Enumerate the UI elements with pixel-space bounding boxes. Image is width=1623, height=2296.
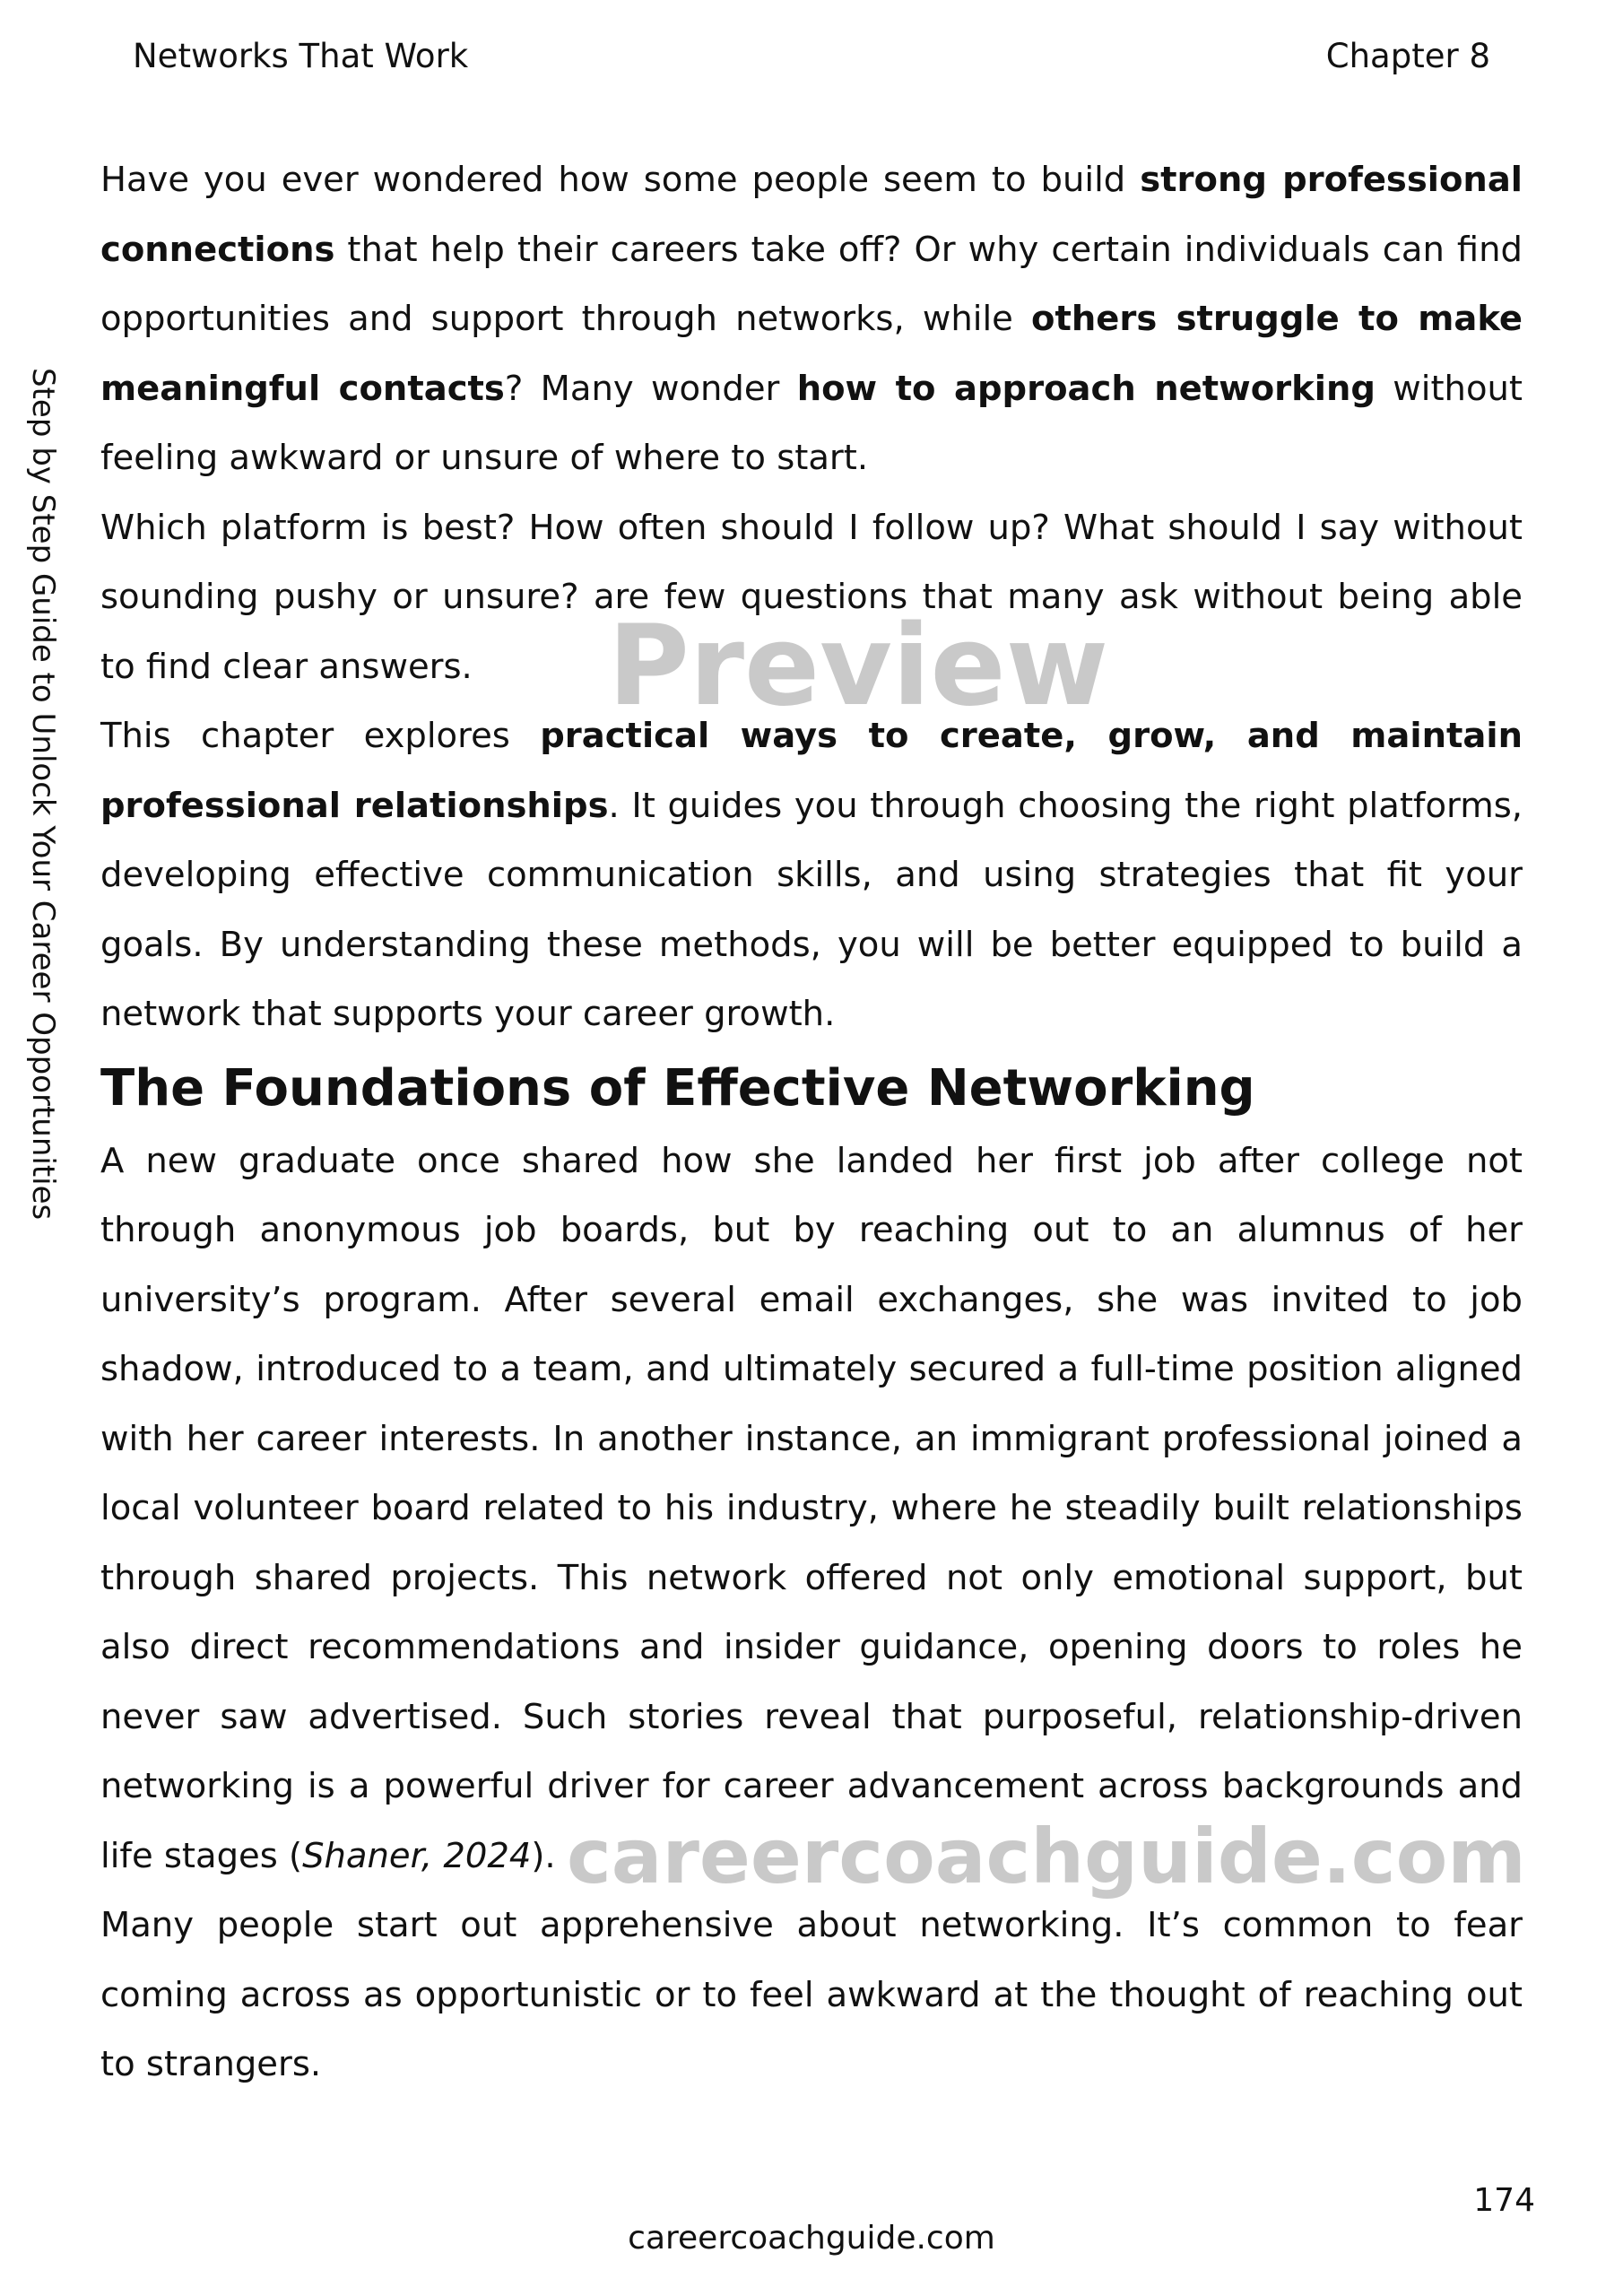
- page-body: [100, 145, 1523, 2100]
- text-run: without feeling awkward or unsure of where to start.: [100, 368, 1523, 478]
- bold-phrase: others struggle to make meaningful contacts: [100, 299, 1523, 409]
- chapter-label: Chapter 8: [1325, 37, 1490, 75]
- side-book-title: Step by Step Guide to Unlock Your Career Opportunities: [25, 368, 61, 1221]
- citation: Shaner, 2024: [302, 1835, 532, 1876]
- stories-paragraph: [100, 1126, 1523, 1892]
- text-run: . It guides you through choosing the right platforms, developing effective communication skills, and using strategies that fit your goals. By understanding these methods, you will be better equipped to build a network that supports your career growth.: [100, 785, 1523, 1034]
- section-heading: The Foundations of Effective Networking: [100, 1058, 1255, 1118]
- book-title: Networks That Work: [133, 37, 469, 75]
- bold-phrase: practical ways to create, grow, and maintain professional relationships: [100, 716, 1523, 826]
- preview-watermark: Preview: [608, 602, 1109, 731]
- running-header: [133, 34, 1490, 79]
- site-watermark: careercoachguide.com: [567, 1813, 1526, 1900]
- intro-paragraph: [100, 145, 1523, 493]
- text-run: A new graduate once shared how she landed her first job after college not through anonymous job boards, but by reaching out to an alumnus of her university’s program. After several email exchanges, she was invited to job shadow, introduced to a team, and ultimately secured a full-time position aligned with her career interests. In another instance, an immigrant professional joined a local volunteer board related to his industry, where he steadily built relationships through shared projects. This network offered not only emotional support, but also direct recommendations and insider guidance, opening doors to roles he never saw advertised. Such stories reveal that purposeful, relationship-driven networking is a powerful driver for career advancement across backgrounds and life stages (: [100, 1140, 1523, 1876]
- text-run: ? Many wonder: [504, 368, 797, 409]
- page-number: 174: [1473, 2182, 1535, 2219]
- text-run: This chapter explores: [100, 716, 541, 756]
- bold-phrase: strong professional connections: [100, 160, 1523, 270]
- apprehension-paragraph: Many people start out apprehensive about networking. It’s common to fear coming across as opportunistic or to feel awkward at the thought of reaching out to strangers.: [100, 1905, 1523, 2084]
- text-run: Have you ever wondered how some people seem to build: [100, 160, 1141, 200]
- text-run: that help their careers take off? Or why certain individuals can find opportunities and support through networks, while: [100, 229, 1523, 339]
- chapter-overview-paragraph: [100, 701, 1523, 1049]
- text-run: ).: [531, 1835, 556, 1876]
- bold-phrase: how to approach networking: [796, 368, 1376, 409]
- footer-website: careercoachguide.com: [628, 2220, 995, 2257]
- questions-paragraph: Which platform is best? How often should I follow up? What should I say without sounding pushy or unsure? are few questions that many ask without being able to find clear answers.: [100, 507, 1523, 687]
